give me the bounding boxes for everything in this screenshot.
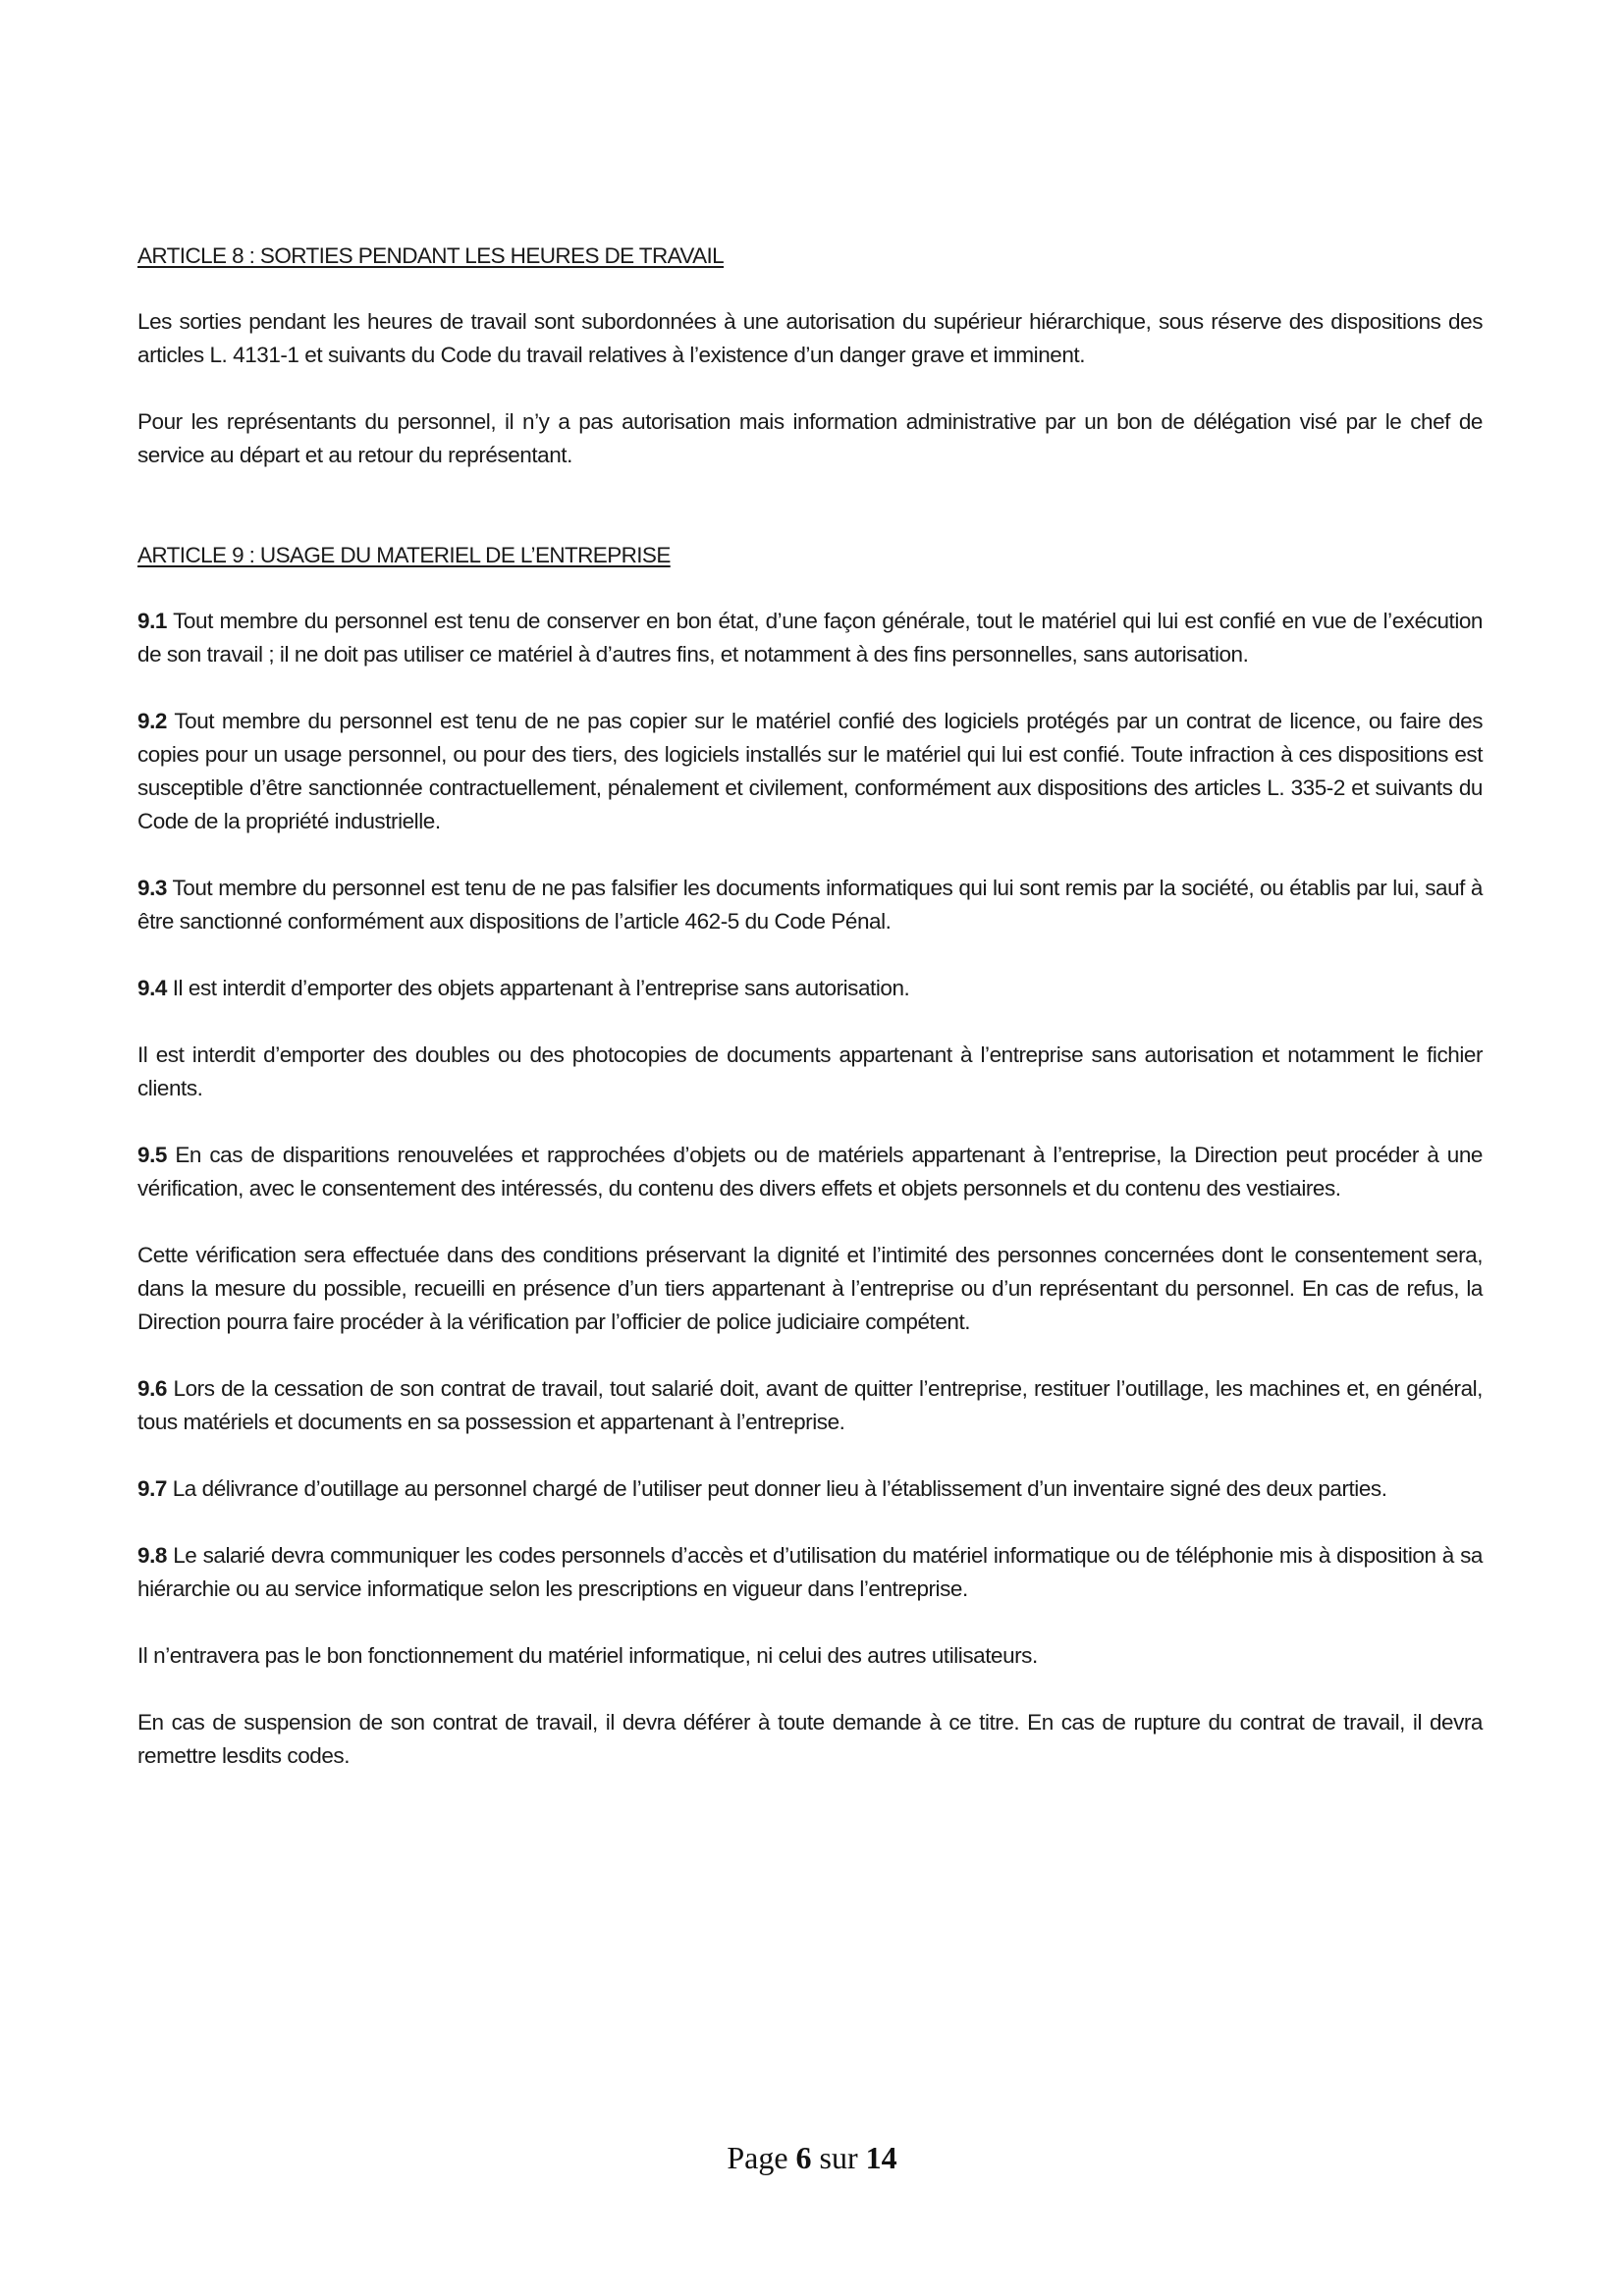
page-word: Page [727,2140,788,2175]
item-text: Lors de la cessation de son contrat de travail, tout salarié doit, avant de quitter l’entreprise, restituer l’outillage, les machines et, en général, tous matériels et documents en sa possession et appartenant à l’entreprise. [137,1376,1483,1434]
article-8-paragraph-2: Pour les représentants du personnel, il n’y a pas autorisation mais information administrative par un bon de délégation visé par le chef de service au départ et au retour du représentant. [137,409,1483,467]
current-page-number: 6 [795,2140,812,2175]
item-text: Tout membre du personnel est tenu de conserver en bon état, d’une façon générale, tout le matériel qui lui est confié en vue de l’exécution de son travail ; il ne doit pas utiliser ce matériel à d’autres fins, et notamment à des fins personnelles, sans autorisation. [137,609,1483,667]
article-9-item-9-8-continued-1 [137,1639,1483,1673]
item-number: 9.8 [137,1543,167,1568]
item-text: Tout membre du personnel est tenu de ne pas copier sur le matériel confié des logiciels protégés par un contrat de licence, ou faire des copies pour un usage personnel, ou pour des tiers, des logiciels installés sur le matériel qui lui est confié. Toute infraction à ces dispositions est susceptible d’être sanctionnée contractuellement, pénalement et civilement, conformément aux dispositions des articles L. 335-2 et suivants du Code de la propriété industrielle. [137,709,1483,833]
article-8-heading: ARTICLE 8 : SORTIES PENDANT LES HEURES DE TRAVAIL [137,243,725,268]
article-9-item-9-7 [137,1472,1483,1506]
article-9-item-9-6 [137,1372,1483,1439]
item-text: En cas de disparitions renouvelées et rapprochées d’objets ou de matériels appartenant à l’entreprise, la Direction peut procéder à une vérification, avec le consentement des intéressés, du contenu des divers effets et objets personnels et du contenu des vestiaires. [137,1143,1483,1201]
article-8-paragraph-1: Les sorties pendant les heures de travail sont subordonnées à une autorisation du supérieur hiérarchique, sous réserve des dispositions des articles L. 4131-1 et suivants du Code du travail relatives à l’existence d’un danger grave et imminent. [137,309,1483,367]
item-text: Cette vérification sera effectuée dans des conditions préservant la dignité et l’intimité des personnes concernées dont le consentement sera, dans la mesure du possible, recueilli en présence d’un tiers appartenant à l’entreprise ou d’un représentant du personnel. En cas de refus, la Direction pourra faire procéder à la vérification par l’officier de police judiciaire compétent. [137,1243,1483,1334]
article-9-item-9-3 [137,872,1483,938]
article-9-item-9-2 [137,705,1483,838]
article-9-item-9-5-continued [137,1239,1483,1339]
article-9-item-9-5 [137,1139,1483,1205]
item-number: 9.2 [137,709,167,733]
item-text: La délivrance d’outillage au personnel chargé de l’utiliser peut donner lieu à l’établissement d’un inventaire signé des deux parties. [166,1476,1387,1501]
article-9-item-9-8-continued-2 [137,1706,1483,1773]
article-9-item-9-1 [137,605,1483,671]
item-text: Il est interdit d’emporter des objets appartenant à l’entreprise sans autorisation. [166,976,910,1000]
item-number: 9.5 [137,1143,167,1167]
article-9-item-9-4-continued [137,1039,1483,1105]
item-number: 9.1 [137,609,167,633]
item-number: 9.4 [137,976,167,1000]
item-text: Tout membre du personnel est tenu de ne pas falsifier les documents informatiques qui lui sont remis par la société, ou établis par lui, sauf à être sanctionné conformément aux dispositions de l’article 462-5 du Code Pénal. [137,876,1483,934]
page-number-footer [0,2140,1624,2176]
item-number: 9.3 [137,876,167,900]
item-text: Il n’entravera pas le bon fonctionnement du matériel informatique, ni celui des autres utilisateurs. [137,1643,1038,1668]
item-number: 9.6 [137,1376,167,1401]
article-9-item-9-4 [137,972,1483,1005]
item-number: 9.7 [137,1476,167,1501]
item-text: Le salarié devra communiquer les codes personnels d’accès et d’utilisation du matériel informatique ou de téléphonie mis à disposition à sa hiérarchie ou au service informatique selon les prescriptions en vigueur dans l’entreprise. [137,1543,1483,1601]
document-body [137,240,1483,1773]
of-word: sur [819,2140,858,2175]
total-pages-number: 14 [865,2140,897,2175]
item-text: Il est interdit d’emporter des doubles ou des photocopies de documents appartenant à l’entreprise sans autorisation et notamment le fichier clients. [137,1042,1483,1100]
article-9-item-9-8 [137,1539,1483,1606]
article-9-heading: ARTICLE 9 : USAGE DU MATERIEL DE L’ENTREPRISE [137,543,671,567]
item-text: En cas de suspension de son contrat de travail, il devra déférer à toute demande à ce titre. En cas de rupture du contrat de travail, il devra remettre lesdits codes. [137,1710,1483,1768]
